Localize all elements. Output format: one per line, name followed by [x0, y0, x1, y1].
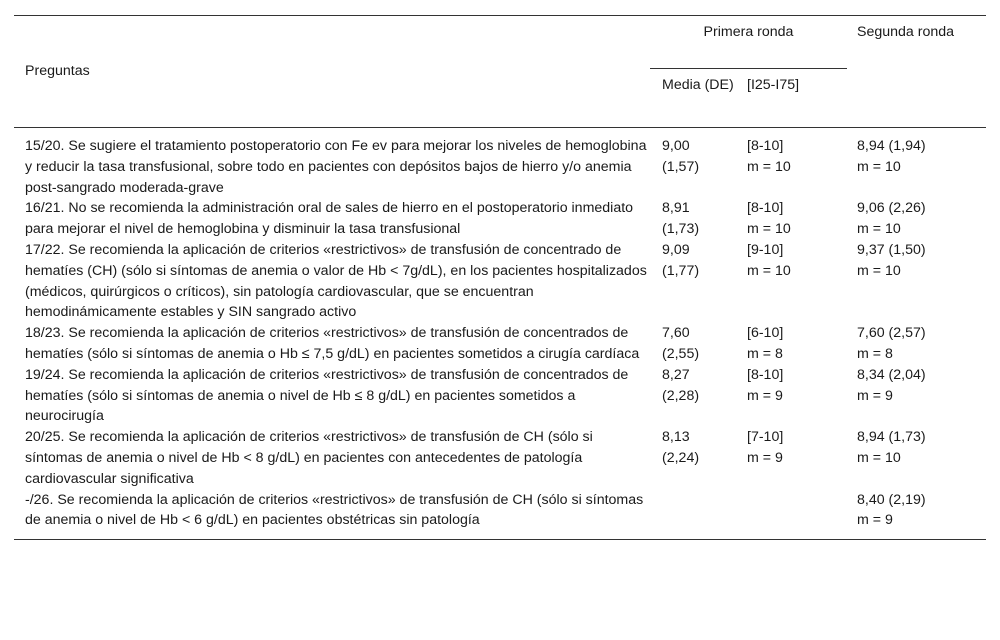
segunda-median: m = 10 [857, 449, 901, 466]
cell-segunda [847, 490, 986, 540]
table-row [14, 490, 986, 540]
header-preguntas: Preguntas [14, 16, 650, 128]
cell-iqr [735, 490, 847, 540]
cell-pregunta: -/26. Se recomienda la aplicación de criterios «restrictivos» de transfusión de CH (sólo si síntomas de anemia o nivel de Hb < 6 g/dL) en pacientes obstétricas sin patología [25, 491, 644, 529]
iqr-median: m = 9 [747, 449, 783, 466]
cell-segunda [847, 128, 986, 199]
iqr-median: m = 8 [747, 345, 783, 362]
cell-segunda [847, 240, 986, 323]
cell-pregunta: 20/25. Se recomienda la aplicación de criterios «restrictivos» de transfusión de CH (sólo si síntomas de anemia o nivel de Hb < 8 g/dL) en pacientes con antecedentes de patología cardiovascular significativa [25, 429, 593, 487]
iqr-median: m = 10 [747, 221, 791, 238]
cell-iqr [735, 240, 847, 323]
table-row [14, 427, 986, 489]
cell-pregunta: 19/24. Se recomienda la aplicación de criterios «restrictivos» de transfusión de concentrados de hematíes (sólo si síntomas de anemia o nivel de Hb ≤ 8 g/dL) en pacientes sometidos a neurocirugía [25, 366, 629, 425]
iqr-median: m = 9 [747, 387, 783, 404]
cell-segunda [847, 323, 986, 365]
header-primera-ronda-label: Primera ronda [703, 24, 794, 40]
segunda-median: m = 10 [857, 158, 901, 175]
cell-segunda [847, 198, 986, 240]
cell-iqr [735, 365, 847, 427]
segunda-median: m = 10 [857, 262, 901, 279]
iqr-median: m = 10 [747, 262, 791, 279]
segunda-mean: 8,94 (1,73) [857, 429, 926, 446]
table-row [14, 198, 986, 240]
iqr-range: [8-10] [747, 138, 784, 154]
segunda-mean: 8,94 (1,94) [857, 138, 926, 154]
table-row [14, 240, 986, 323]
cell-media: 8,91 (1,73) [662, 200, 700, 238]
cell-media: 9,00 (1,57) [662, 138, 700, 175]
iqr-range: [9-10] [747, 241, 784, 258]
iqr-range: [8-10] [747, 366, 784, 383]
segunda-median: m = 9 [857, 387, 893, 404]
cell-media [650, 490, 735, 540]
cell-media: 8,27 (2,28) [662, 366, 700, 404]
cell-pregunta: 18/23. Se recomienda la aplicación de criterios «restrictivos» de transfusión de concentrados de hematíes (sólo si síntomas de anemia o Hb ≤ 7,5 g/dL) en pacientes sometidos a cirugía cardíaca [25, 325, 640, 362]
iqr-range: [8-10] [747, 200, 784, 217]
segunda-median: m = 8 [857, 345, 893, 362]
iqr-range: [7-10] [747, 429, 784, 446]
header-media: Media (DE) [650, 69, 735, 128]
segunda-mean: 9,37 (1,50) [857, 241, 926, 258]
segunda-median: m = 9 [857, 512, 893, 529]
header-iqr: [I25-I75] [735, 69, 847, 128]
table-row [14, 365, 986, 427]
cell-iqr [735, 128, 847, 199]
iqr-range: [6-10] [747, 325, 784, 342]
cell-pregunta: 17/22. Se recomienda la aplicación de criterios «restrictivos» de transfusión de concentrado de hematíes (CH) (sólo si síntomas de anemia o valor de Hb < 7g/dL), en los pacientes hospitalizados (médicos, quirúrgicos o críticos), sin patología cardiovascular, que se encuentran hemodinámicamente estables y SIN sangrado activo [25, 241, 647, 321]
cell-segunda [847, 427, 986, 489]
table-body [14, 128, 986, 540]
cell-pregunta: 16/21. No se recomienda la administración oral de sales de hierro en el postoperatorio inmediato para mejorar el nivel de hemoglobina y disminuir la tasa transfusional [25, 200, 634, 238]
cell-iqr [735, 427, 847, 489]
cell-media: 7,60 (2,55) [662, 325, 700, 362]
cell-pregunta: 15/20. Se sugiere el tratamiento postoperatorio con Fe ev para mejorar los niveles de hemoglobina y reducir la tasa transfusional, sobre todo en pacientes con depósitos bajos de hierro y/o anemia post-sangrado moderada-grave [25, 138, 647, 196]
header-row-1 [14, 16, 986, 69]
cell-media: 8,13 (2,24) [662, 429, 700, 466]
segunda-mean: 8,34 (2,04) [857, 366, 926, 383]
segunda-median: m = 10 [857, 221, 901, 238]
table-row [14, 128, 986, 199]
results-table [14, 15, 986, 540]
cell-media: 9,09 (1,77) [662, 241, 700, 279]
segunda-mean: 9,06 (2,26) [857, 200, 926, 217]
cell-segunda [847, 365, 986, 427]
cell-iqr [735, 323, 847, 365]
header-primera-ronda [650, 16, 847, 69]
table-row [14, 323, 986, 365]
segunda-mean: 7,60 (2,57) [857, 325, 926, 342]
iqr-median: m = 10 [747, 158, 791, 175]
segunda-mean: 8,40 (2,19) [857, 491, 926, 508]
cell-iqr [735, 198, 847, 240]
header-segunda-ronda: Segunda ronda [847, 16, 986, 128]
